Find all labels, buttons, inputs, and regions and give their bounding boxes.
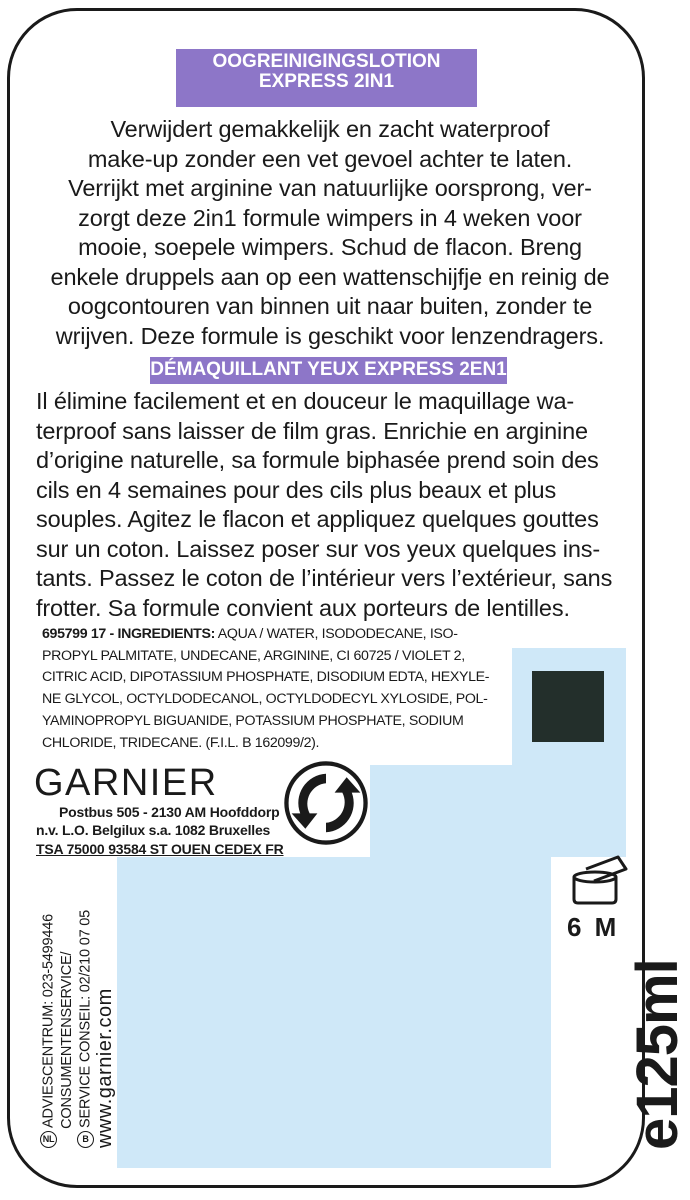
pao-label: 6 M	[567, 912, 620, 942]
nl-line: oogcontouren van binnen uit naar buiten, zonder te	[67, 293, 593, 319]
nl-badge: NL	[40, 1131, 57, 1148]
fr-line: Il élimine facilement et en douceur le maquillage wa-	[36, 388, 575, 414]
ingredients-line: CHLORIDE, TRIDECANE. (F.I.L. B 162099/2).	[42, 734, 320, 751]
ingredients-line: NE GLYCOL, OCTYLDODECANOL, OCTYLDODECYL XYLOSIDE, POL-	[42, 691, 488, 708]
fr-description	[36, 387, 628, 623]
address-line: TSA 75000 93584 ST OUEN CEDEX FR	[36, 841, 284, 857]
ingredients-line: CITRIC ACID, DIPOTASSIUM PHOSPHATE, DISODIUM EDTA, HEXYLE-	[42, 669, 490, 686]
ingredients-line: AQUA / WATER, ISODODECANE, ISO-	[214, 626, 458, 642]
fr-line: tants. Passez le coton de l’intérieur vers l’extérieur, sans	[36, 565, 613, 591]
blank-area	[370, 765, 626, 857]
open-jar-icon	[566, 855, 630, 905]
fr-line: sur un coton. Laissez poser sur vos yeux quelques ins-	[36, 535, 601, 562]
nl-line: make-up zonder een vet gevoel achter te laten.	[87, 145, 573, 172]
fr-title-band	[150, 357, 507, 384]
fr-line: frotter. Sa formule convient aux porteurs de lentilles.	[36, 594, 570, 621]
address-line: Postbus 505 - 2130 AM Hoofddorp	[59, 804, 280, 820]
blank-area	[117, 857, 551, 1168]
green-dot-recycle-icon	[283, 760, 369, 846]
fr-line: cils en 4 semaines pour des cils plus beaux et plus	[36, 476, 557, 503]
ingredients-line: YAMINOPROPYL BIGUANIDE, POTASSIUM PHOSPHATE, SODIUM	[42, 712, 464, 729]
fr-title: DÉMAQUILLANT YEUX EXPRESS 2EN1	[150, 359, 507, 380]
fr-line: souples. Agitez le flacon et appliquez quelques gouttes	[36, 506, 599, 532]
nl-description	[40, 115, 620, 351]
b-badge: B	[77, 1131, 94, 1148]
nl-title-band	[176, 49, 477, 107]
fr-line: terproof sans laisser de film gras. Enrichie en arginine	[36, 417, 588, 444]
nl-title-line2: EXPRESS 2IN1	[258, 71, 395, 92]
address-line: n.v. L.O. Belgilux s.a. 1082 Bruxelles	[36, 822, 271, 838]
ingredients-heading: 695799 17 - INGREDIENTS:	[42, 626, 215, 642]
nl-line: wrijven. Deze formule is geschikt voor lenzendragers.	[55, 322, 605, 349]
ingredients-list	[42, 624, 512, 754]
ingredients-line: PROPYL PALMITATE, UNDECANE, ARGININE, CI 60725 / VIOLET 2,	[42, 647, 465, 664]
nl-line: zorgt deze 2in1 formule wimpers in 4 weken voor	[78, 204, 582, 231]
consumer-service-line: CONSUMENTENSERVICE/	[59, 951, 75, 1129]
brand-logo: GARNIER	[34, 762, 218, 804]
nl-line: mooie, soepele wimpers. Schud de flacon. Breng	[78, 234, 582, 260]
nl-line: Verrijkt met arginine van natuurlijke oorsprong, ver-	[68, 175, 592, 201]
color-swatch	[532, 671, 604, 742]
volume-mark: e125ml	[625, 959, 690, 1150]
b-service-line: BSERVICE CONSEIL: 02/210 07 05	[77, 910, 94, 1148]
nl-title-line1: OOGREINIGINGSLOTION	[212, 51, 441, 72]
website-link[interactable]: www.garnier.com	[94, 988, 116, 1148]
nl-service-line: NLADVIESCENTRUM: 023-5499446	[40, 914, 57, 1148]
fr-line: d’origine naturelle, sa formule biphasée prend soin des	[36, 447, 599, 473]
nl-line: enkele druppels aan op een wattenschijfje en reinig de	[50, 263, 610, 290]
nl-line: Verwijdert gemakkelijk en zacht waterproof	[110, 116, 550, 142]
